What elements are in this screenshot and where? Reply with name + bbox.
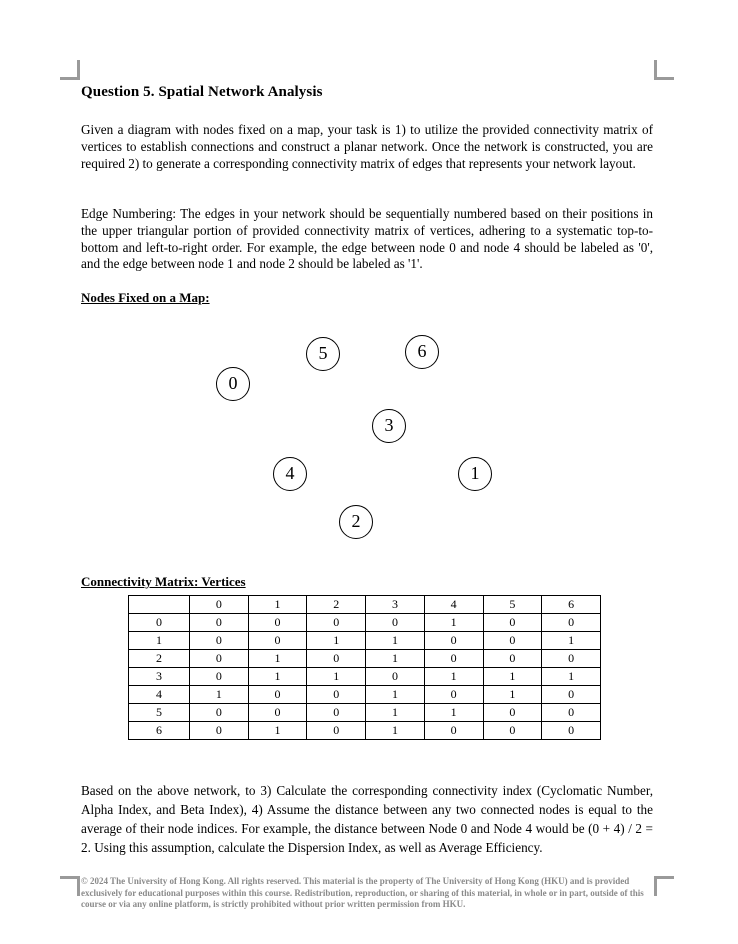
matrix-cell: 1 bbox=[307, 632, 366, 650]
matrix-cell: 0 bbox=[307, 722, 366, 740]
node-3: 3 bbox=[372, 409, 406, 443]
row-header: 6 bbox=[129, 722, 190, 740]
row-header: 4 bbox=[129, 686, 190, 704]
corner-mark-bottom-left bbox=[60, 876, 80, 879]
table-header-row bbox=[129, 596, 601, 614]
intro-paragraph: Given a diagram with nodes fixed on a map, your task is 1) to utilize the provided connectivity matrix of vertices to establish connections and construct a planar network. Once the network is constructed, you are required 2) to generate a corresponding connectivity matrix of edges that represents your network layout. bbox=[81, 122, 653, 171]
matrix-cell: 0 bbox=[190, 704, 249, 722]
matrix-cell: 0 bbox=[307, 704, 366, 722]
matrix-cell: 1 bbox=[424, 668, 483, 686]
matrix-heading: Connectivity Matrix: Vertices bbox=[81, 574, 246, 589]
tasks-paragraph: Based on the above network, to 3) Calculate the corresponding connectivity index (Cyclomatic Number, Alpha Index, and Beta Index), 4) Assume the distance between any two connected nodes is equal to the average of their node indices. For example, the distance between Node 0 and Node 4 would be (0 + 4) / 2 = 2. Using this assumption, calculate the Dispersion Index, as well as Average Efficiency. bbox=[81, 783, 653, 855]
connectivity-matrix-table bbox=[128, 595, 601, 740]
corner-mark-bottom-right bbox=[654, 876, 674, 879]
table-row bbox=[129, 668, 601, 686]
table-row bbox=[129, 614, 601, 632]
matrix-cell: 0 bbox=[190, 650, 249, 668]
matrix-cell: 1 bbox=[483, 668, 542, 686]
table-row bbox=[129, 650, 601, 668]
matrix-cell: 0 bbox=[248, 614, 307, 632]
map-heading: Nodes Fixed on a Map: bbox=[81, 290, 210, 305]
matrix-cell: 0 bbox=[483, 722, 542, 740]
matrix-cell: 1 bbox=[424, 704, 483, 722]
column-header: 0 bbox=[190, 596, 249, 614]
matrix-cell: 0 bbox=[190, 614, 249, 632]
matrix-cell: 1 bbox=[366, 722, 425, 740]
row-header: 5 bbox=[129, 704, 190, 722]
matrix-cell: 0 bbox=[542, 650, 601, 668]
matrix-cell: 1 bbox=[366, 650, 425, 668]
corner-mark-top-left bbox=[60, 77, 80, 80]
matrix-cell: 1 bbox=[542, 632, 601, 650]
matrix-cell: 0 bbox=[248, 704, 307, 722]
matrix-cell: 0 bbox=[190, 668, 249, 686]
node-1: 1 bbox=[458, 457, 492, 491]
table-corner-cell bbox=[129, 596, 190, 614]
matrix-cell: 0 bbox=[483, 704, 542, 722]
corner-mark-top-right bbox=[654, 77, 674, 80]
matrix-cell: 0 bbox=[424, 686, 483, 704]
copyright-footer: © 2024 The University of Hong Kong. All rights reserved. This material is the property of The University of Hong Kong (HKU) and is provided exclusively for educational purposes within this course. Redistribution, reproduction, or sharing of this material, in whole or in part, outside of this course or via any online platform, is strictly prohibited without prior written permission from HKU. bbox=[81, 876, 644, 909]
matrix-cell: 0 bbox=[307, 650, 366, 668]
matrix-cell: 0 bbox=[542, 614, 601, 632]
column-header: 1 bbox=[248, 596, 307, 614]
matrix-cell: 0 bbox=[542, 722, 601, 740]
matrix-cell: 0 bbox=[248, 686, 307, 704]
corner-mark-bottom-right bbox=[654, 876, 657, 896]
matrix-cell: 0 bbox=[424, 650, 483, 668]
node-6: 6 bbox=[405, 335, 439, 369]
matrix-cell: 0 bbox=[542, 704, 601, 722]
row-header: 1 bbox=[129, 632, 190, 650]
matrix-cell: 0 bbox=[248, 632, 307, 650]
column-header: 5 bbox=[483, 596, 542, 614]
question-title: Question 5. Spatial Network Analysis bbox=[81, 84, 323, 100]
matrix-cell: 0 bbox=[424, 632, 483, 650]
corner-mark-bottom-left bbox=[77, 876, 80, 896]
matrix-cell: 1 bbox=[248, 668, 307, 686]
matrix-cell: 0 bbox=[190, 722, 249, 740]
table-row bbox=[129, 686, 601, 704]
matrix-cell: 0 bbox=[366, 668, 425, 686]
matrix-cell: 0 bbox=[483, 650, 542, 668]
matrix-cell: 1 bbox=[248, 722, 307, 740]
table-row bbox=[129, 632, 601, 650]
column-header: 2 bbox=[307, 596, 366, 614]
row-header: 3 bbox=[129, 668, 190, 686]
matrix-cell: 1 bbox=[366, 632, 425, 650]
row-header: 2 bbox=[129, 650, 190, 668]
matrix-cell: 0 bbox=[483, 632, 542, 650]
node-4: 4 bbox=[273, 457, 307, 491]
matrix-cell: 1 bbox=[366, 704, 425, 722]
matrix-cell: 1 bbox=[307, 668, 366, 686]
table-row bbox=[129, 722, 601, 740]
matrix-cell: 0 bbox=[190, 632, 249, 650]
column-header: 6 bbox=[542, 596, 601, 614]
edge-numbering-paragraph: Edge Numbering: The edges in your network should be sequentially numbered based on their positions in the upper triangular portion of provided connectivity matrix of vertices, adhering to a systematic top-to-bottom and left-to-right order. For example, the edge between node 0 and node 4 should be labeled as '0', and the edge between node 1 and node 2 should be labeled as '1'. bbox=[81, 206, 653, 272]
column-header: 3 bbox=[366, 596, 425, 614]
row-header: 0 bbox=[129, 614, 190, 632]
matrix-cell: 1 bbox=[483, 686, 542, 704]
matrix-cell: 1 bbox=[542, 668, 601, 686]
matrix-cell: 0 bbox=[366, 614, 425, 632]
matrix-cell: 1 bbox=[248, 650, 307, 668]
matrix-cell: 0 bbox=[307, 614, 366, 632]
node-5: 5 bbox=[306, 337, 340, 371]
node-0: 0 bbox=[216, 367, 250, 401]
matrix-cell: 1 bbox=[424, 614, 483, 632]
node-2: 2 bbox=[339, 505, 373, 539]
matrix-cell: 1 bbox=[190, 686, 249, 704]
matrix-cell: 1 bbox=[366, 686, 425, 704]
matrix-cell: 0 bbox=[542, 686, 601, 704]
matrix-cell: 0 bbox=[483, 614, 542, 632]
column-header: 4 bbox=[424, 596, 483, 614]
matrix-cell: 0 bbox=[307, 686, 366, 704]
matrix-cell: 0 bbox=[424, 722, 483, 740]
table-row bbox=[129, 704, 601, 722]
